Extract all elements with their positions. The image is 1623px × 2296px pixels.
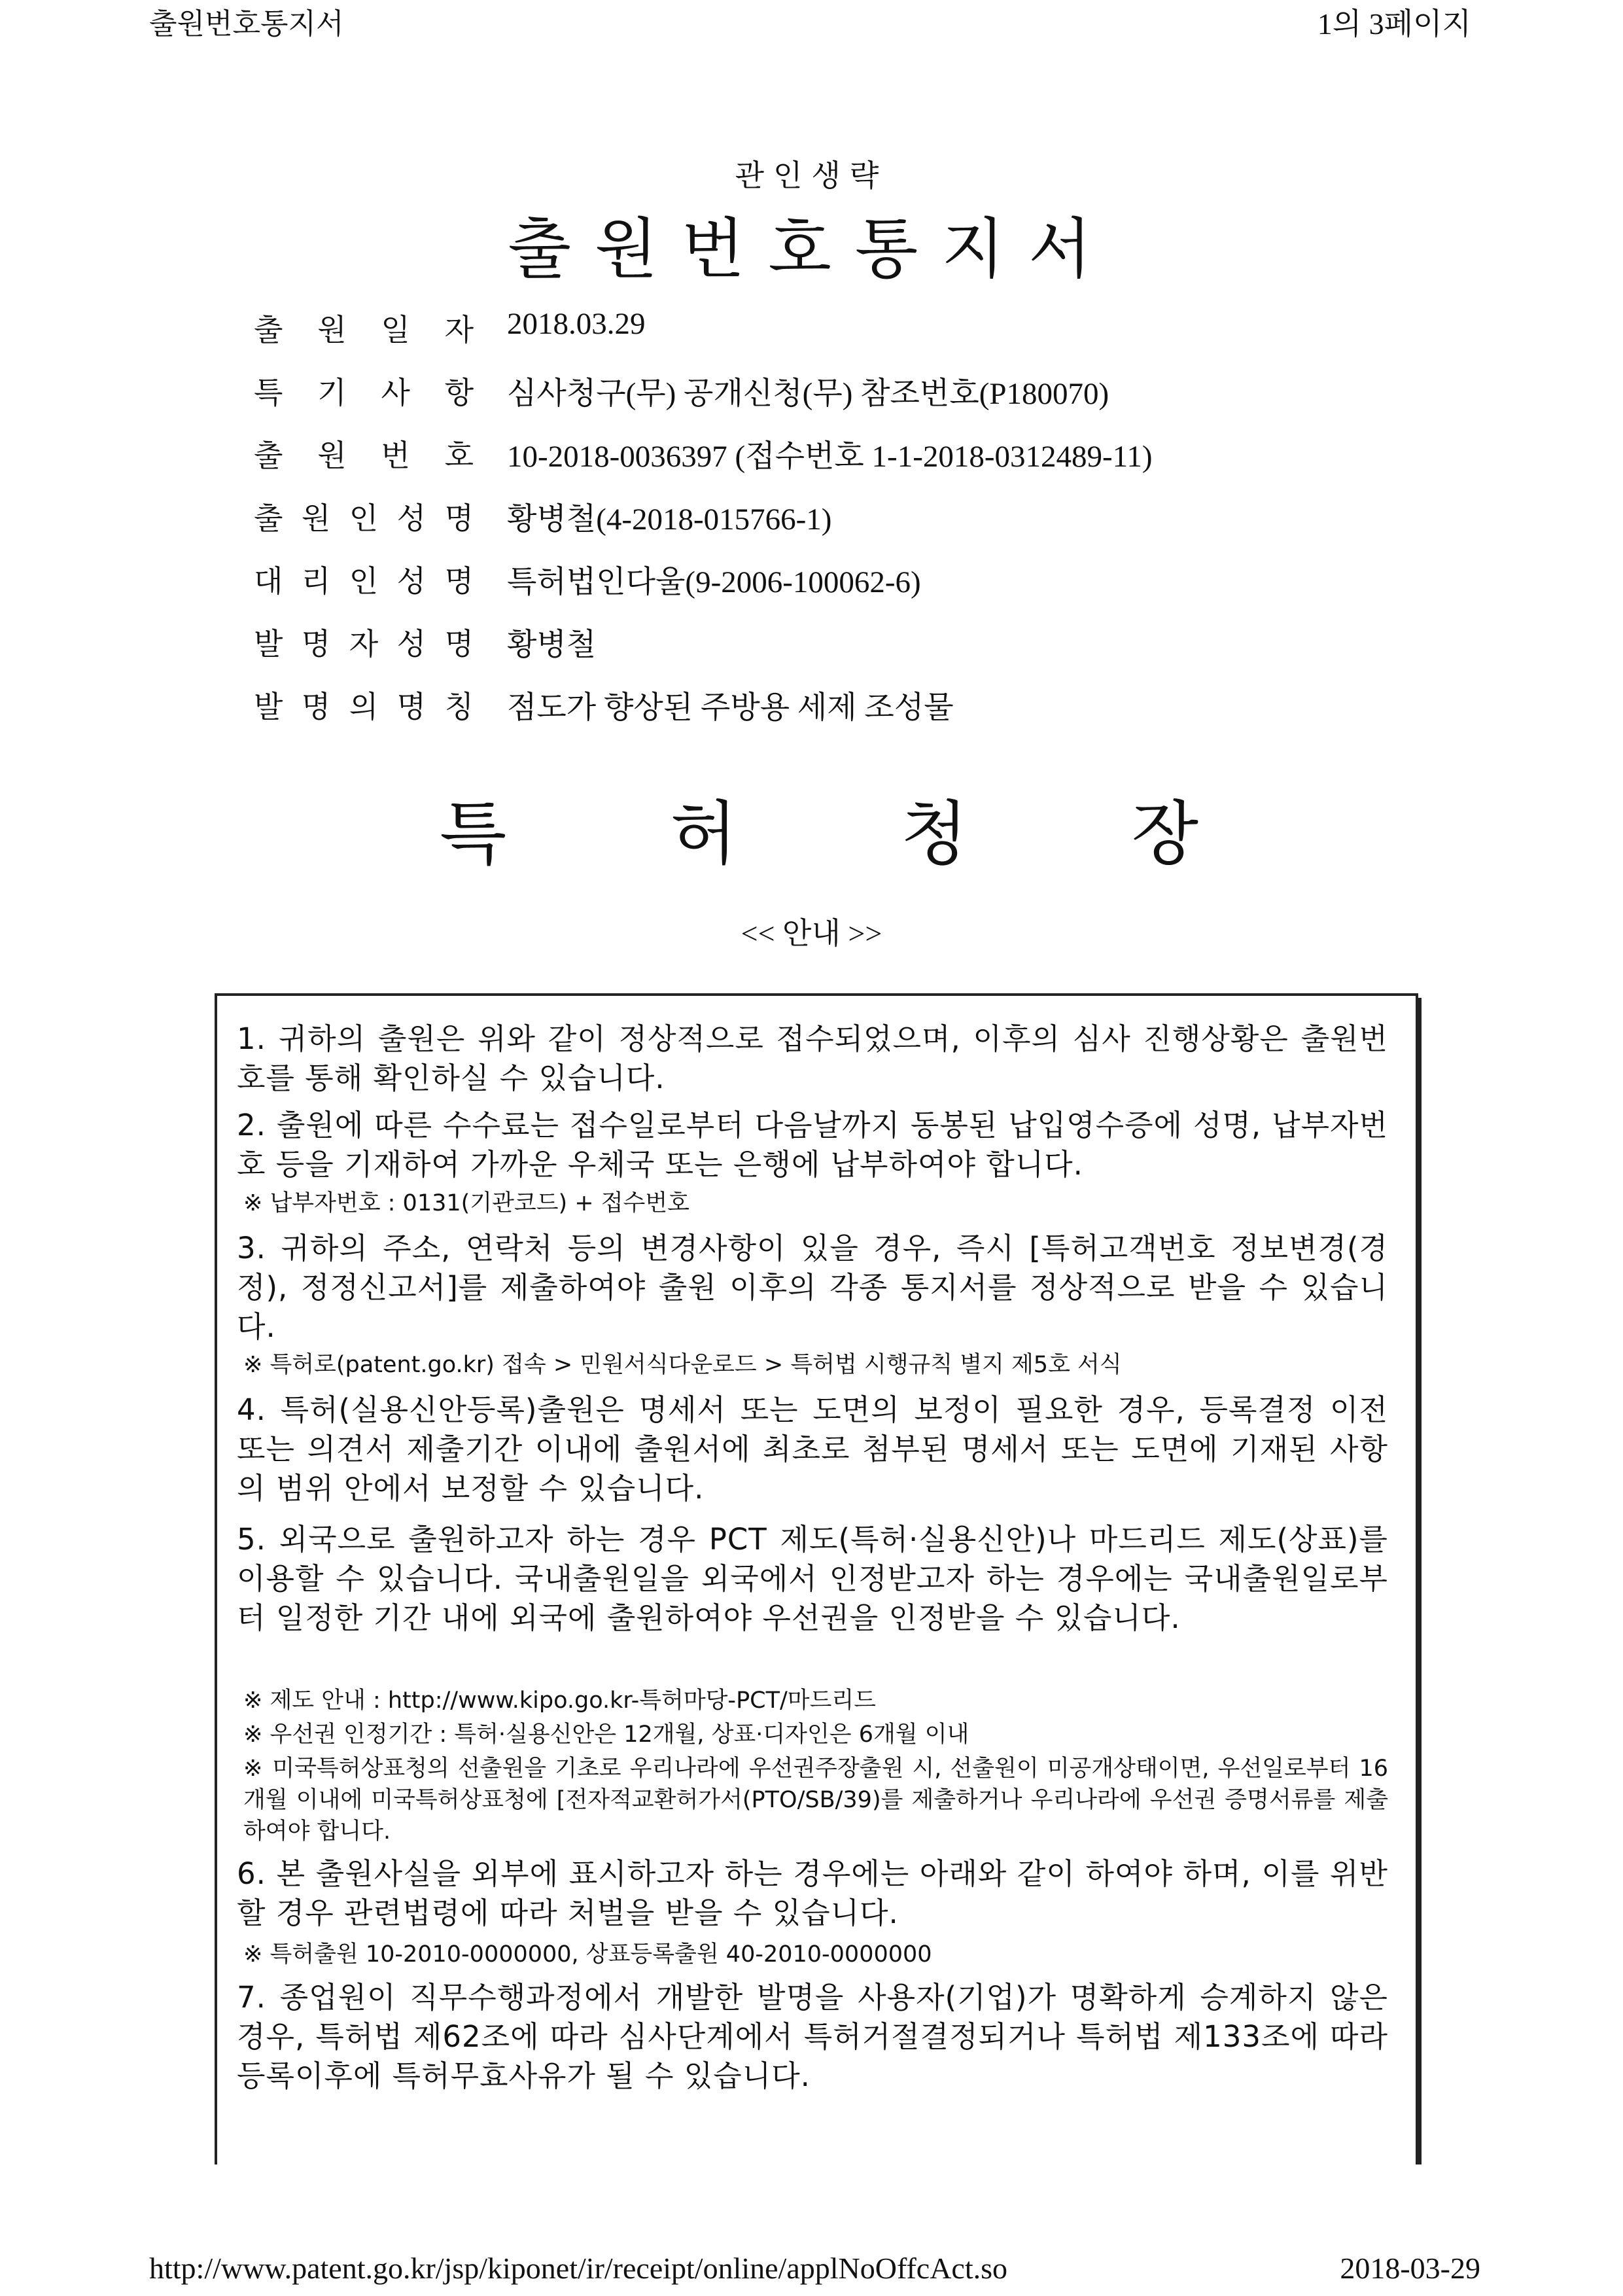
field-label-special-notes: 특 기 사 항 xyxy=(254,375,474,410)
guide-note-payer-number: ※ 납부자번호 : 0131(기관코드) + 접수번호 xyxy=(243,1190,689,1216)
field-label-filing-date: 출 원 일 자 xyxy=(254,312,474,347)
guide-item-3: 3. 귀하의 주소, 연락처 등의 변경사항이 있을 경우, 즉시 [특허고객번호 정보변경(경정), 정정신고서]를 제출하여야 출원 이후의 각종 통지서를 정상적으로 받을 수 있습니다. xyxy=(237,1231,1388,1344)
field-value-invention-title: 점도가 향상된 주방용 세제 조성물 xyxy=(507,691,954,725)
guide-note-priority-period: ※ 우선권 인정기간 : 특허·실용신안은 12개월, 상표·디자인은 6개월 이내 xyxy=(243,1722,969,1748)
guide-heading: << 안내 >> xyxy=(741,917,882,950)
guide-note-uspto: ※ 미국특허상표청의 선출원을 기초로 우리나라에 우선권주장출원 시, 선출원이 미공개상태이면, 우선일로부터 16개월 이내에 미국특허상표청에 [전자적교환허가서(PTO/SB/39)를 제출하거나 우리나라에 우선권 증명서류를 제출하여야 합니다. xyxy=(243,1756,1388,1845)
guide-item-6: 6. 본 출원사실을 외부에 표시하고자 하는 경우에는 아래와 같이 하여야 하며, 이를 위반할 경우 관련법령에 따라 처벌을 받을 수 있습니다. xyxy=(237,1856,1388,1930)
guide-item-1: 1. 귀하의 출원은 위와 같이 정상적으로 접수되었으며, 이후의 심사 진행상황은 출원번호를 통해 확인하실 수 있습니다. xyxy=(237,1021,1388,1095)
field-value-agent-name: 특허법인다울(9-2006-100062-6) xyxy=(507,565,921,599)
guide-box-shadow xyxy=(1418,998,1422,2164)
document-title: 출원번호통지서 xyxy=(508,211,1115,287)
issuer-name: 특 허 청 장 xyxy=(440,794,1198,874)
guide-note-pct-info: ※ 제도 안내 : http://www.kipo.go.kr-특허마당-PCT/마드리드 xyxy=(243,1687,877,1714)
field-label-applicant-name: 출 원 인 성 명 xyxy=(254,501,474,536)
seal-omitted-label: 관인생략 xyxy=(735,158,888,193)
field-value-filing-date: 2018.03.29 xyxy=(507,307,646,341)
field-label-agent-name: 대 리 인 성 명 xyxy=(254,563,474,599)
guide-note-display-example: ※ 특허출원 10-2010-0000000, 상표등록출원 40-2010-0000000 xyxy=(243,1941,932,1968)
page-number: 1의 3페이지 xyxy=(1317,7,1471,41)
field-label-application-number: 출 원 번 호 xyxy=(254,438,474,473)
guide-note-form-download: ※ 특허로(patent.go.kr) 접속 > 민원서식다운로드 > 특허법 시행규칙 별지 제5호 서식 xyxy=(243,1352,1122,1378)
page-url: http://www.patent.go.kr/jsp/kiponet/ir/receipt/online/applNoOffcAct.so xyxy=(149,2252,1008,2285)
guide-item-2: 2. 출원에 따른 수수료는 접수일로부터 다음날까지 동봉된 납입영수증에 성명, 납부자번호 등을 기재하여 가까운 우체국 또는 은행에 납부하여야 합니다. xyxy=(237,1108,1388,1182)
guide-item-5: 5. 외국으로 출원하고자 하는 경우 PCT 제도(특허·실용신안)나 마드리드 제도(상표)를 이용할 수 있습니다. 국내출원일을 외국에서 인정받고자 하는 경우에는 국내출원일로부터 일정한 기간 내에 외국에 출원하여야 우선권을 인정받을 수 있습니다. xyxy=(237,1522,1388,1635)
field-value-inventor-name: 황병철 xyxy=(507,628,597,662)
print-date: 2018-03-29 xyxy=(1340,2252,1480,2285)
field-label-inventor-name: 발 명 자 성 명 xyxy=(254,626,474,662)
field-label-invention-title: 발 명 의 명 칭 xyxy=(254,689,474,724)
field-value-application-number: 10-2018-0036397 (접수번호 1-1-2018-0312489-11) xyxy=(507,440,1153,474)
field-value-applicant-name: 황병철(4-2018-015766-1) xyxy=(507,503,832,537)
guide-item-4: 4. 특허(실용신안등록)출원은 명세서 또는 도면의 보정이 필요한 경우, 등록결정 이전 또는 의견서 제출기간 이내에 출원서에 최초로 첨부된 명세서 또는 도면에 기재된 사항의 범위 안에서 보정할 수 있습니다. xyxy=(237,1392,1388,1506)
field-value-special-notes: 심사청구(무) 공개신청(무) 참조번호(P180070) xyxy=(507,377,1109,411)
guide-item-7: 7. 종업원이 직무수행과정에서 개발한 발명을 사용자(기업)가 명확하게 승계하지 않은 경우, 특허법 제62조에 따라 심사단계에서 특허거절결정되거나 특허법 제133조에 따라 등록이후에 특허무효사유가 될 수 있습니다. xyxy=(237,1980,1388,2093)
browser-page-title: 출원번호통지서 xyxy=(149,7,344,41)
